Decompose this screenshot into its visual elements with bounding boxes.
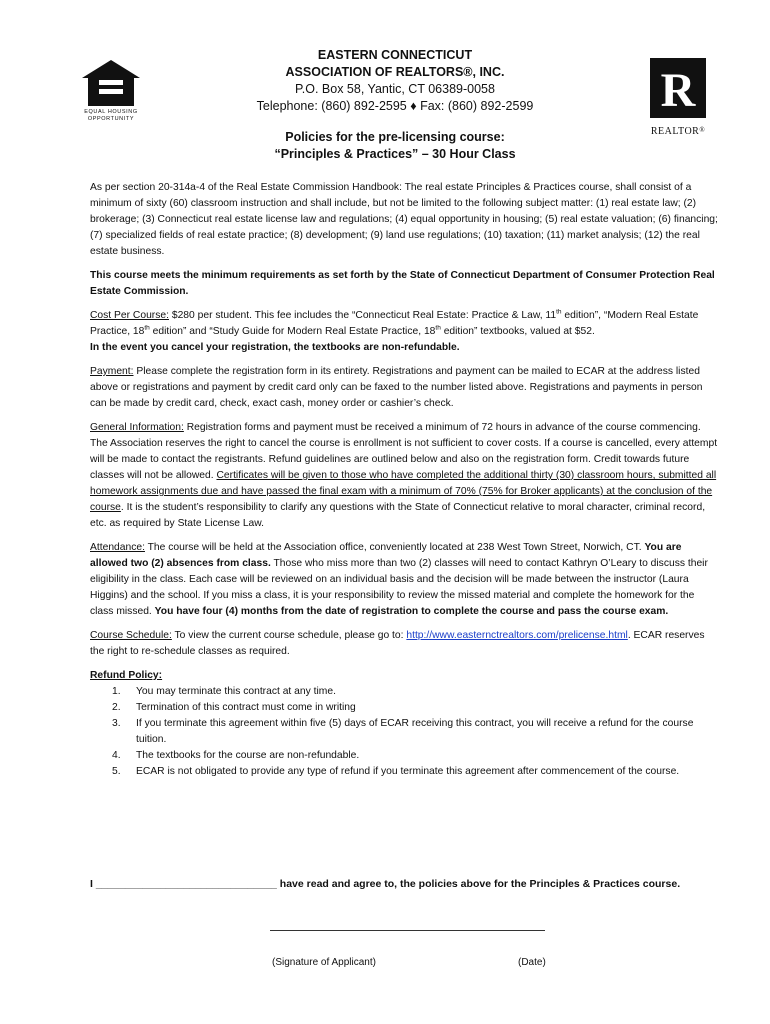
realtor-block-r-icon: [646, 58, 710, 120]
realtor-registered-mark: ®: [699, 126, 706, 134]
intro-paragraph: As per section 20-314a-4 of the Real Estate Commission Handbook: The real estate Principles & Practices course, shall consist of a minimum of sixty (60) classroom instruction and shall include, but not be limited to the following subject matter: (1) real estate law; (2) brokerage; (3) Connecticut real estate license law and regulations; (4) equal opportunity in housing; (5) real estate valuation; (6) financing; (7) specialized fields of real estate practice; (8) development; (9) land use regulations; (10) taxation; (11) market analysis; (12) the real estate business.: [90, 182, 718, 257]
refund-section: [90, 668, 720, 780]
cost-heading: Cost Per Course:: [90, 310, 169, 321]
attendance-deadline-note: You have four (4) months from the date of registration to complete the course and pass the course exam.: [154, 606, 669, 617]
refund-item: [90, 684, 720, 700]
refund-item-text: The textbooks for the course are non-refundable.: [136, 750, 360, 761]
policy-title-line2: “Principles & Practices” – 30 Hour Class: [274, 147, 516, 161]
refund-item: [90, 764, 720, 780]
refund-item-number: 4.: [112, 750, 121, 761]
letterhead: [200, 47, 590, 115]
schedule-link[interactable]: http://www.easternctrealtors.com/prelicense.html: [406, 630, 628, 641]
cost-section: [90, 308, 720, 356]
policy-title: [200, 129, 590, 163]
realtor-r-letter: R: [660, 64, 696, 117]
realtor-caption: REALTOR: [650, 126, 700, 137]
cost-text-a: $280 per student. This fee includes the “Connecticut Real Estate: Practice & Law, 11: [168, 310, 557, 321]
general-info-text-b: . It is the student’s responsibility to clarify any questions with the State of Connecticut relative to moral character, criminal record, etc. as required by State License Law.: [90, 502, 706, 529]
signature-line[interactable]: [270, 930, 545, 931]
refund-item-text: You may terminate this contract at any time.: [136, 686, 336, 697]
signature-applicant-label: (Signature of Applicant): [272, 957, 376, 968]
cost-nonrefundable-note: In the event you cancel your registration, the textbooks are non-refundable.: [90, 342, 460, 353]
schedule-section: [90, 628, 720, 660]
payment-heading: Payment:: [90, 366, 134, 377]
refund-list: [90, 684, 720, 780]
general-info-text-a: Registration forms and payment must be received a minimum of 72 hours in advance of the course commencing. The Association reserves the right to cancel the course is enrollment is not sufficient to cover costs. If a course is cancelled, every attempt will be made to contact the registrants. Refund guidelines are outlined below and also on the registration form. Credit towards future classes will not be allowed.: [90, 422, 718, 481]
attendance-section: [90, 540, 720, 620]
cost-sup1: th: [556, 308, 562, 316]
org-name-line2: ASSOCIATION OF REALTORS®, INC.: [285, 65, 505, 79]
general-info-certificates: Certificates will be given to those who have completed the additional thirty (30) classroom hours, submitted all homework assignments due and have passed the final exam with a minimum of 70% (75% for Broker applicants) at the conclusion of the course: [90, 470, 717, 513]
refund-heading: Refund Policy:: [90, 670, 163, 681]
equal-housing-house-icon: [80, 58, 142, 108]
cost-sup2: th: [144, 324, 150, 332]
refund-item: [90, 748, 720, 764]
agreement-statement: [90, 878, 730, 890]
equal-housing-opportunity-logo: [80, 58, 142, 124]
payment-section: [90, 364, 720, 412]
refund-item-text: Termination of this contract must come in writing: [136, 702, 356, 713]
refund-item-number: 2.: [112, 702, 121, 713]
policy-body: [90, 180, 720, 780]
org-address: P.O. Box 58, Yantic, CT 06389-0058: [295, 82, 495, 96]
refund-item: [90, 700, 720, 716]
eho-caption-line1: EQUAL HOUSING: [84, 109, 138, 115]
signature-date-label: (Date): [518, 957, 546, 968]
refund-item-number: 5.: [112, 766, 121, 777]
org-name-line1: EASTERN CONNECTICUT: [317, 48, 473, 62]
cost-text-c: edition” and “Study Guide for Modern Real Estate Practice, 18: [149, 326, 436, 337]
refund-item-text: If you terminate this agreement within five (5) days of ECAR receiving this contract, you will receive a refund for the course tuition.: [136, 718, 694, 745]
payment-text: Please complete the registration form in its entirety. Registrations and payment can be mailed to ECAR at the address listed above or registrations and payment by credit card only can be faxed to the number listed above. Registrations and payments in person can be made by credit card, check, exact cash, money order or cashier’s check.: [90, 366, 703, 409]
attendance-heading: Attendance:: [90, 542, 145, 553]
attendance-absences-note: You are allowed two (2) absences from class.: [90, 542, 682, 569]
requirements-paragraph: This course meets the minimum requirements as set forth by the State of Connecticut Department of Consumer Protection Real Estate Commission.: [90, 270, 715, 297]
schedule-text-b: . ECAR reserves the right to re-schedule classes as required.: [90, 630, 705, 657]
refund-item: [90, 716, 720, 748]
cost-text-b: edition”, “Modern Real Estate Practice, 18: [90, 310, 699, 337]
policy-title-line1: Policies for the pre-licensing course:: [285, 130, 505, 144]
agreement-name-blank[interactable]: _______________________________: [95, 878, 277, 890]
org-phone-fax: Telephone: (860) 892-2595 ♦ Fax: (860) 892-2599: [256, 99, 534, 113]
eho-caption-line2: OPPORTUNITY: [87, 115, 135, 122]
agreement-text: have read and agree to, the policies above for the Principles & Practices course.: [276, 878, 681, 890]
schedule-heading: Course Schedule:: [90, 630, 172, 641]
schedule-text-a: To view the current course schedule, please go to:: [171, 630, 407, 641]
general-info-section: [90, 420, 720, 532]
refund-item-number: 3.: [112, 718, 121, 729]
attendance-text-b: Those who miss more than two (2) classes will need to contact Kathryn O’Leary to discuss their eligibility in the class. Each case will be reviewed on an individual basis and the decision will be made between the instructor (Laura Higgins) and the school. If you miss a class, it is your responsibility to review the missed material and complete the homework for the class missed.: [90, 558, 708, 617]
realtor-logo: [646, 58, 710, 137]
refund-item-number: 1.: [112, 686, 121, 697]
refund-item-text: ECAR is not obligated to provide any type of refund if you terminate this agreement after commencement of the course.: [136, 766, 680, 777]
cost-sup3: th: [435, 324, 441, 332]
general-info-heading: General Information:: [90, 422, 184, 433]
agreement-prefix: I: [90, 878, 93, 890]
cost-text-d: edition” textbooks, valued at $52.: [440, 326, 595, 337]
attendance-text-a: The course will be held at the Association office, conveniently located at 238 West Town Street, Norwich, CT.: [144, 542, 645, 553]
